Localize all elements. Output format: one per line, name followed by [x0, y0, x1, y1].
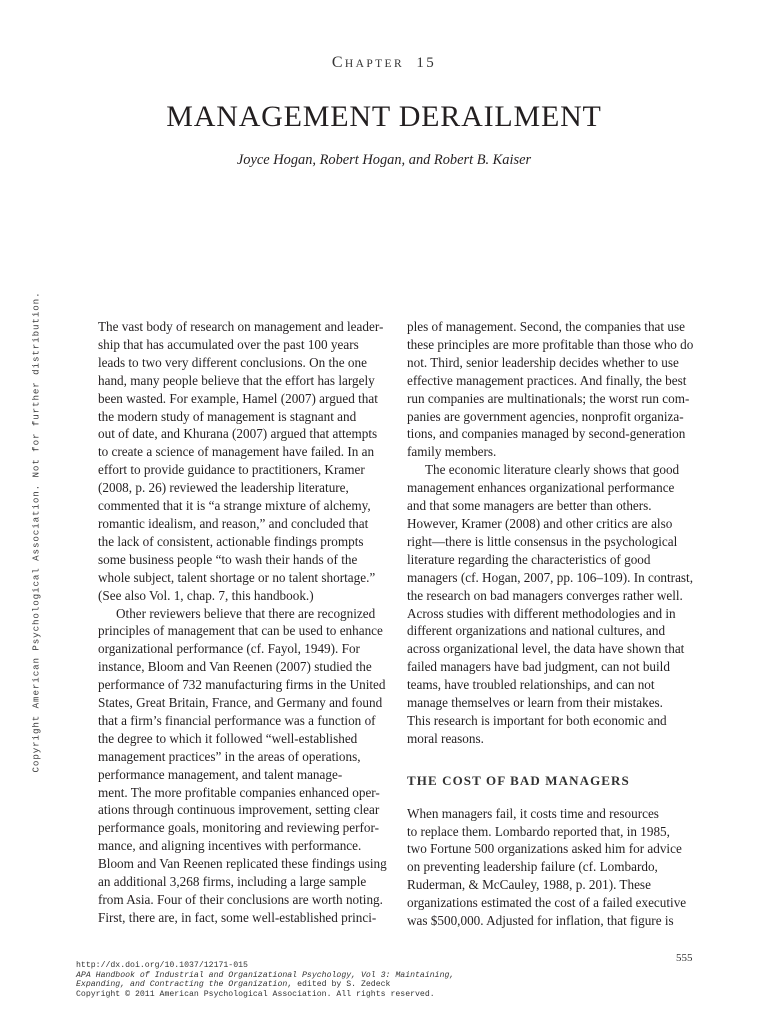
- text-line: hand, many people believe that the effort has largely: [98, 372, 375, 388]
- text-line: the degree to which it followed “well-established: [98, 730, 358, 746]
- footer-citation-editor: , edited by S. Zedeck: [287, 980, 391, 990]
- text-line: right—there is little consensus in the psychological: [407, 533, 678, 549]
- text-line: The vast body of research on management and leader-: [98, 319, 384, 334]
- text-line: from Asia. Four of their conclusions are worth noting.: [98, 892, 383, 907]
- side-copyright-notice: Copyright American Psychological Association. Not for further distribution.: [30, 291, 42, 773]
- paragraph: [98, 318, 390, 605]
- chapter-number: 15: [416, 55, 437, 71]
- text-line: family members.: [407, 444, 497, 460]
- text-line: the lack of consistent, actionable findings prompts: [98, 533, 364, 549]
- text-line: run companies are multinationals; the worst run com-: [407, 390, 690, 406]
- text-line: moral reasons.: [407, 730, 484, 746]
- text-line: some business people “to wash their hands of the: [98, 551, 358, 567]
- text-line: ples of management. Second, the companies that use: [407, 319, 685, 334]
- text-line: ations through continuous improvement, setting clear: [98, 802, 380, 818]
- authors-line: Joyce Hogan, Robert Hogan, and Robert B. Kaiser: [236, 152, 532, 168]
- text-line: effort to provide guidance to practitioners, Kramer: [98, 462, 365, 478]
- text-line: management enhances organizational performance: [407, 480, 675, 496]
- text-line: not. Third, senior leadership decides whether to use: [407, 354, 679, 370]
- text-line: States, Great Britain, France, and Germany and found: [98, 695, 383, 711]
- text-line: been wasted. For example, Hamel (2007) argued that: [98, 390, 378, 406]
- text-line: instance, Bloom and Van Reenen (2007) studied the: [98, 659, 372, 675]
- text-line: was $500,000. Adjusted for inflation, that figure is: [407, 913, 674, 929]
- text-line: failed managers have bad judgment, can not build: [407, 659, 670, 675]
- text-line: However, Kramer (2008) and other critics are also: [407, 515, 673, 531]
- text-line: out of date, and Khurana (2007) argued that attempts: [98, 426, 378, 442]
- text-line: management practices” in the areas of operations,: [98, 748, 361, 764]
- text-line: an additional 3,268 firms, including a large sample: [98, 874, 367, 890]
- footer-citation: [76, 961, 454, 999]
- text-line: The economic literature clearly shows that good: [425, 462, 680, 478]
- paragraph: [98, 605, 390, 927]
- text-line: the modern study of management is stagnant and: [98, 408, 357, 424]
- text-line: teams, have troubled relationships, and can not: [407, 677, 655, 693]
- text-line: different organizations and national cultures, and: [407, 623, 666, 639]
- text-line: principles of management that can be used to enhance: [98, 623, 383, 639]
- text-line: When managers fail, it costs time and resources: [407, 805, 659, 821]
- text-line: two Fortune 500 organizations asked him for advice: [407, 841, 682, 857]
- text-line: First, there are, in fact, some well-established princi-: [98, 909, 377, 925]
- text-line: to create a science of management have failed. In an: [98, 444, 375, 460]
- text-line: performance goals, monitoring and reviewing perfor-: [98, 820, 379, 836]
- text-line: performance management, and talent manage-: [98, 766, 343, 782]
- paragraph: [407, 461, 707, 748]
- text-line: organizations estimated the cost of a failed executive: [407, 895, 687, 911]
- text-line: leads to two very different conclusions. On the one: [98, 354, 367, 370]
- text-line: tions, and companies managed by second-generation: [407, 426, 686, 442]
- text-line: Across studies with different methodologies and in: [407, 605, 676, 621]
- text-line: the research on bad managers converges rather well.: [407, 587, 683, 603]
- text-line: across organizational level, the data have shown that: [407, 641, 685, 657]
- text-line: mance, and aligning incentives with performance.: [98, 838, 362, 854]
- chapter-word-initial: C: [331, 54, 345, 71]
- text-line: manage themselves or learn from their mistakes.: [407, 695, 663, 711]
- footer-doi-link[interactable]: http://dx.doi.org/10.1037/12171-015: [76, 961, 248, 970]
- text-line: managers (cf. Hogan, 2007, pp. 106–109). In contrast,: [407, 569, 694, 585]
- footer-citation-line-1: APA Handbook of Industrial and Organizational Psychology, Vol 3: Maintaining,: [76, 970, 455, 980]
- right-column: [407, 318, 707, 930]
- chapter-title: MANAGEMENT DERAILMENT: [166, 100, 602, 133]
- text-line: commented that it is “a strange mixture of alchemy,: [98, 498, 371, 514]
- text-line: these principles are more profitable than those who do: [407, 336, 694, 352]
- text-line: ship that has accumulated over the past 100 years: [98, 336, 359, 352]
- text-line: Other reviewers believe that there are recognized: [116, 605, 376, 621]
- text-line: performance of 732 manufacturing firms in the United: [98, 677, 386, 693]
- text-line: This research is important for both economic and: [407, 712, 667, 728]
- page-number: 555: [676, 952, 693, 964]
- text-line: whole subject, talent shortage or no talent shortage.”: [98, 569, 376, 585]
- footer-citation-line-2: Expanding, and Contracting the Organization: [76, 980, 288, 990]
- text-line: (2008, p. 26) reviewed the leadership literature,: [98, 480, 349, 496]
- text-line: ment. The more profitable companies enhanced oper-: [98, 784, 380, 800]
- text-line: that a firm’s financial performance was a function of: [98, 712, 376, 728]
- text-line: Bloom and Van Reenen replicated these findings using: [98, 856, 387, 872]
- text-line: Ruderman, & McCauley, 1988, p. 201). These: [407, 877, 651, 893]
- text-line: panies are government agencies, nonprofit organiza-: [407, 408, 684, 424]
- text-line: on preventing leadership failure (cf. Lombardo,: [407, 859, 658, 875]
- text-line: to replace them. Lombardo reported that, in 1985,: [407, 823, 670, 839]
- paragraph: [407, 318, 707, 461]
- text-line: organizational performance (cf. Fayol, 1949). For: [98, 641, 360, 657]
- footer-copyright: Copyright © 2011 American Psychological Association. All rights reserved.: [76, 989, 435, 999]
- text-line: and that some managers are better than others.: [407, 498, 652, 514]
- section-heading: THE COST OF BAD MANAGERS: [407, 772, 630, 788]
- text-line: effective management practices. And finally, the best: [407, 372, 687, 388]
- chapter-label: [0, 54, 768, 72]
- text-line: (See also Vol. 1, chap. 7, this handbook.): [98, 587, 314, 603]
- text-line: romantic idealism, and reason,” and concluded that: [98, 515, 369, 531]
- paragraph: [407, 805, 707, 930]
- chapter-word-rest: HAPTER: [344, 58, 405, 70]
- text-line: literature regarding the characteristics of good: [407, 551, 651, 567]
- left-column: [98, 318, 390, 927]
